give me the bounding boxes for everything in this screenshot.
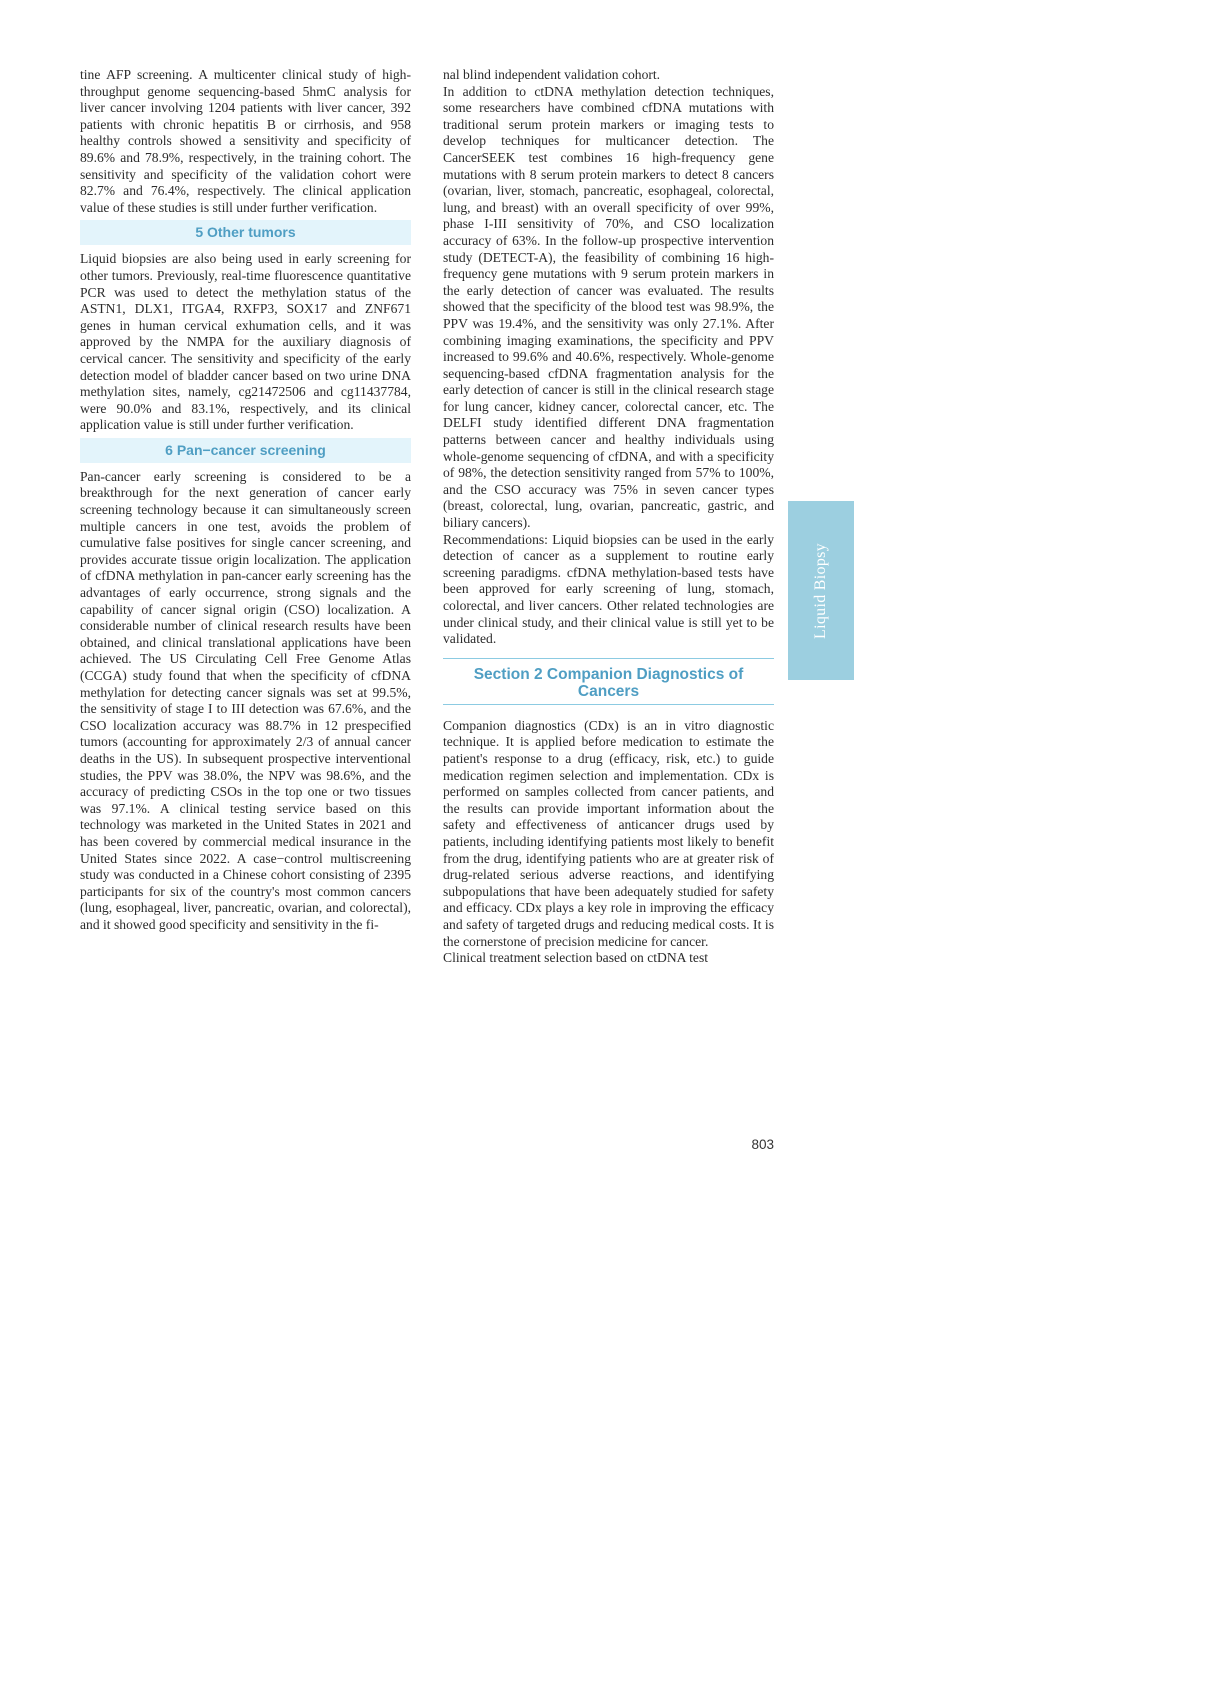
paragraph-companion-diagnostics: Companion diagnostics (CDx) is an in vitro diagnostic technique. It is applied before medication to estimate the patient's response to a drug (efficacy, risk, etc.) to guide medication regimen selection and implementation. CDx is performed on samples collected from cancer patients, and the results can provide important information about the safety and effectiveness of anticancer drugs used by patients, including identifying patients most likely to benefit from the drug, identifying patients who are at greater risk of drug-related serious adverse reactions, and identifying subpopulations that have been adequately studied for safety and efficacy. CDx plays a key role in improving the efficacy and safety of targeted drugs and reducing medical costs. It is the cornerstone of precision medicine for cancer. bbox=[443, 717, 774, 949]
subheading-other-tumors: 5 Other tumors bbox=[80, 220, 411, 245]
paragraph-cancerseek: In addition to ctDNA methylation detection techniques, some researchers have combined cfDNA mutations with traditional serum protein markers or imaging tests to develop techniques for multicancer detection. The CancerSEEK test combines 16 high-frequency gene mutations with 8 serum protein markers to detect 8 cancers (ovarian, liver, stomach, pancreatic, esophageal, colorectal, lung, and breast) with an overall specificity of over 99%, phase I-III sensitivity of 70%, and CSO localization accuracy of 63%. In the follow-up prospective intervention study (DETECT-A), the feasibility of combining 16 high-frequency gene mutations with 9 serum protein markers in the early detection of cancer was evaluated. The results showed that the specificity of the blood test was 98.9%, the PPV was 19.4%, and the sensitivity was only 27.1%. After combining imaging examinations, the specificity and PPV increased to 99.6% and 40.6%, respectively. Whole-genome sequencing-based cfDNA fragmentation analysis for the early detection of cancer is still in the clinical research stage for lung cancer, kidney cancer, colorectal cancer, etc. The DELFI study identified different DNA fragmentation patterns between cancer and healthy individuals using whole-genome sequencing of cfDNA, and with a specificity of 98%, the detection sensitivity ranged from 57% to 100%, and the CSO accuracy was 75% in seven cancer types (breast, colorectal, lung, ovarian, pancreatic, gastric, and biliary cancers). bbox=[443, 83, 774, 531]
section-heading-companion-diagnostics: Section 2 Companion Diagnostics of Cancers bbox=[443, 658, 774, 705]
side-tab-label: Liquid Biopsy bbox=[812, 542, 830, 639]
paragraph-recommendations: Recommendations: Liquid biopsies can be used in the early detection of cancer as a supplement to routine early screening paradigms. cfDNA methylation-based tests have been approved for early screening of lung, stomach, colorectal, and liver cancers. Other related technologies are under clinical study, and their clinical value is still yet to be validated. bbox=[443, 531, 774, 647]
paragraph-ctdna-treatment: Clinical treatment selection based on ctDNA test bbox=[443, 950, 709, 966]
side-tab-liquid-biopsy bbox=[788, 501, 854, 680]
paragraph-other-tumors: Liquid biopsies are also being used in early screening for other tumors. Previously, real-time fluorescence quantitative PCR was used to detect the methylation status of the ASTN1, DLX1, ITGA4, RXFP3, SOX17 and ZNF671 genes in human cervical exhumation cells, and it was approved by the NMPA for the auxiliary diagnosis of cervical cancer. The sensitivity and specificity of the early detection model of bladder cancer based on two urine DNA methylation sites, namely, cg21472506 and cg11437784, were 90.0% and 83.1%, respectively, and its clinical application value is still under further verification. bbox=[80, 251, 411, 433]
paragraph-pan-cancer: Pan-cancer early screening is considered to be a breakthrough for the next generation of cancer early screening technology because it can simultaneously screen multiple cancers in one test, avoids the problem of cumulative false positives for single cancer screening, and provides accurate tissue origin localization. The application of cfDNA methylation in pan-cancer early screening has the advantages of early occurrence, strong signals and the capability of cancer signal origin (CSO) localization. A considerable number of clinical research results have been obtained, and clinical translational applications have been achieved. The US Circulating Cell Free Genome Atlas (CCGA) study found that when the specificity of cfDNA methylation for detecting cancer signals was set at 99.5%, the sensitivity of stage I to III detection was 67.6%, and the CSO localization accuracy was 88.7% in 12 prespecified tumors (accounting for approximately 2/3 of annual cancer deaths in the US). In subsequent prospective interventional studies, the PPV was 38.0%, the NPV was 98.6%, and the accuracy of predicting CSOs in the top one or two tissues was 97.1%. A clinical testing service based on this technology was marketed in the United States in 2021 and has been covered by commercial medical insurance in the United States since 2022. A case−control multiscreening study was conducted in a Chinese cohort consisting of 2395 participants for six of the country's most common cancers (lung, esophageal, liver, pancreatic, ovarian, and colorectal), and it showed good specificity and sensitivity in the fi- bbox=[80, 468, 411, 932]
page-number: 803 bbox=[751, 1137, 774, 1152]
right-column bbox=[443, 67, 774, 967]
left-column bbox=[80, 67, 411, 934]
subheading-pan-cancer: 6 Pan−cancer screening bbox=[80, 438, 411, 463]
paragraph-afp-screening: tine AFP screening. A multicenter clinical study of high-throughput genome sequencing-based 5hmC analysis for liver cancer involving 1204 patients with liver cancer, 392 patients with chronic hepatitis B or cirrhosis, and 958 healthy controls showed a sensitivity and specificity of 89.6% and 78.9%, respectively, in the training cohort. The sensitivity and specificity of the validation cohort were 82.7% and 76.4%, respectively. The clinical application value of these studies is still under further verification. bbox=[80, 67, 411, 215]
paragraph-validation-cohort: nal blind independent validation cohort. bbox=[443, 67, 661, 82]
